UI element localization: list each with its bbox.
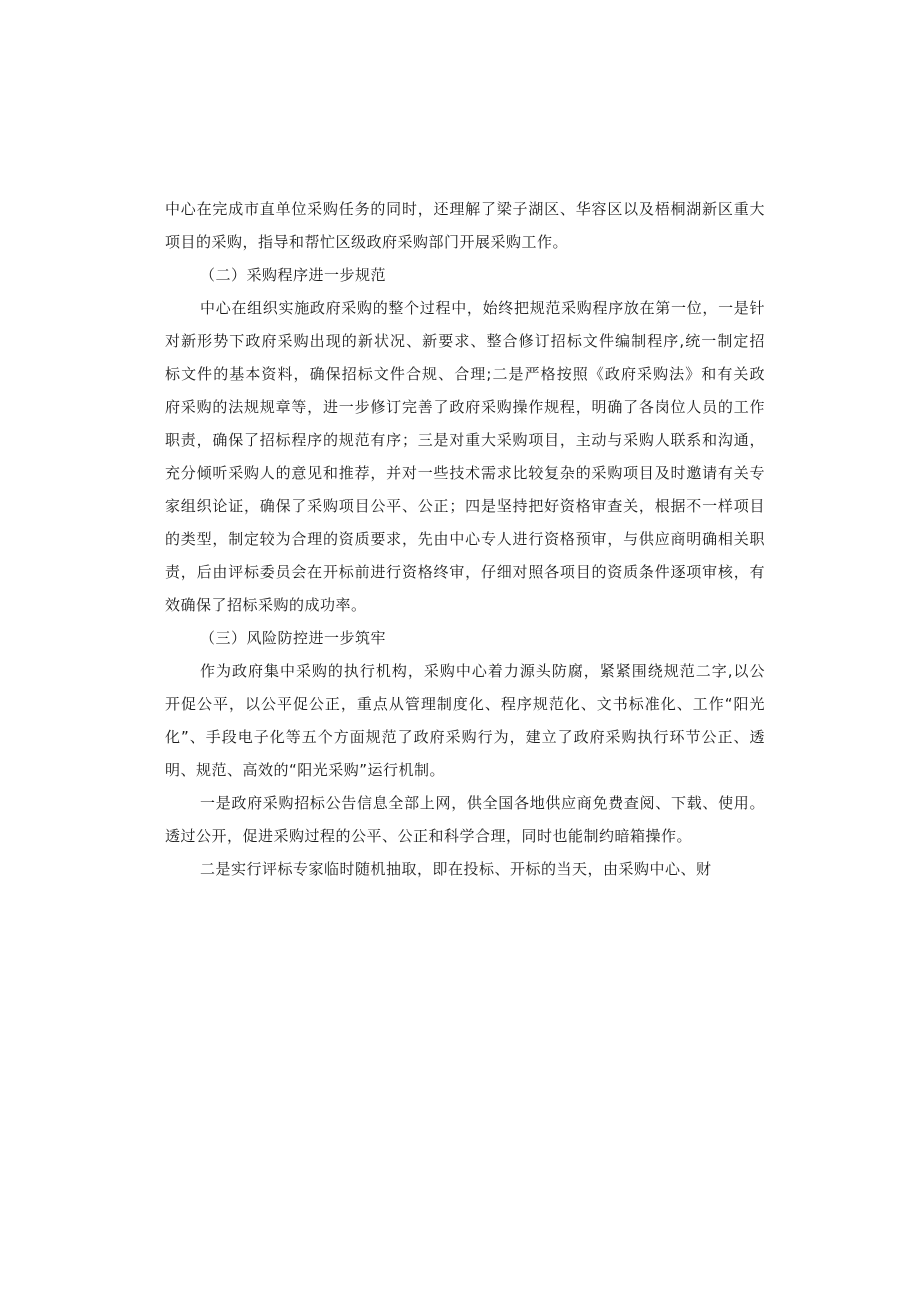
paragraph-line: 府采购的法规规章等，进一步修订完善了政府采购操作规程，明确了各岗位人员的工作 bbox=[165, 398, 765, 416]
section-heading: （三）风险防控进一步筑牢 bbox=[200, 629, 387, 647]
paragraph-line: 责，后由评标委员会在开标前进行资格终审，仔细对照各项目的资质条件逐项审核，有 bbox=[165, 563, 765, 581]
paragraph-line: 开促公平，以公平促公正，重点从管理制度化、程序规范化、文书标准化、工作“阳光 bbox=[165, 695, 765, 713]
section-heading: （二）采购程序进一步规范 bbox=[200, 266, 387, 284]
paragraph-line: 二是实行评标专家临时随机抽取，即在投标、开标的当天，由采购中心、财 bbox=[200, 860, 712, 878]
paragraph-line: 透过公开，促进采购过程的公平、公正和科学合理，同时也能制约暗箱操作。 bbox=[165, 827, 693, 845]
paragraph-line: 标文件的基本资料，确保招标文件合规、合理;二是严格按照《政府采购法》和有关政 bbox=[165, 365, 765, 383]
paragraph-line: 效确保了招标采购的成功率。 bbox=[165, 596, 367, 614]
paragraph-line: 中心在组织实施政府采购的整个过程中，始终把规范采购程序放在第一位，一是针 bbox=[200, 299, 765, 317]
paragraph-line: 家组织论证，确保了采购项目公平、公正；四是坚持把好资格审查关，根据不一样项目 bbox=[165, 497, 765, 515]
paragraph-line: 中心在完成市直单位采购任务的同时，还理解了梁子湖区、华容区以及梧桐湖新区重大 bbox=[165, 200, 765, 218]
paragraph-line: 一是政府采购招标公告信息全部上网，供全国各地供应商免费查阅、下载、使用。 bbox=[200, 794, 765, 812]
paragraph-line: 充分倾听采购人的意见和推荐，并对一些技术需求比较复杂的采购项目及时邀请有关专 bbox=[165, 464, 765, 482]
paragraph-line: 的类型，制定较为合理的资质要求，先由中心专人进行资格预审，与供应商明确相关职 bbox=[165, 530, 765, 548]
paragraph-line: 职责，确保了招标程序的规范有序；三是对重大采购项目，主动与采购人联系和沟通， bbox=[165, 431, 765, 449]
paragraph-line: 化”、手段电子化等五个方面规范了政府采购行为，建立了政府采购执行环节公正、透 bbox=[165, 728, 765, 746]
paragraph-line: 明、规范、高效的“阳光采购”运行机制。 bbox=[165, 761, 446, 779]
paragraph-line: 作为政府集中采购的执行机构，采购中心着力源头防腐，紧紧围绕规范二字,以公 bbox=[200, 662, 765, 680]
paragraph-line: 对新形势下政府采购出现的新状况、新要求、整合修订招标文件编制程序,统一制定招 bbox=[165, 332, 765, 350]
paragraph-line: 项目的采购，指导和帮忙区级政府采购部门开展采购工作。 bbox=[165, 233, 569, 251]
